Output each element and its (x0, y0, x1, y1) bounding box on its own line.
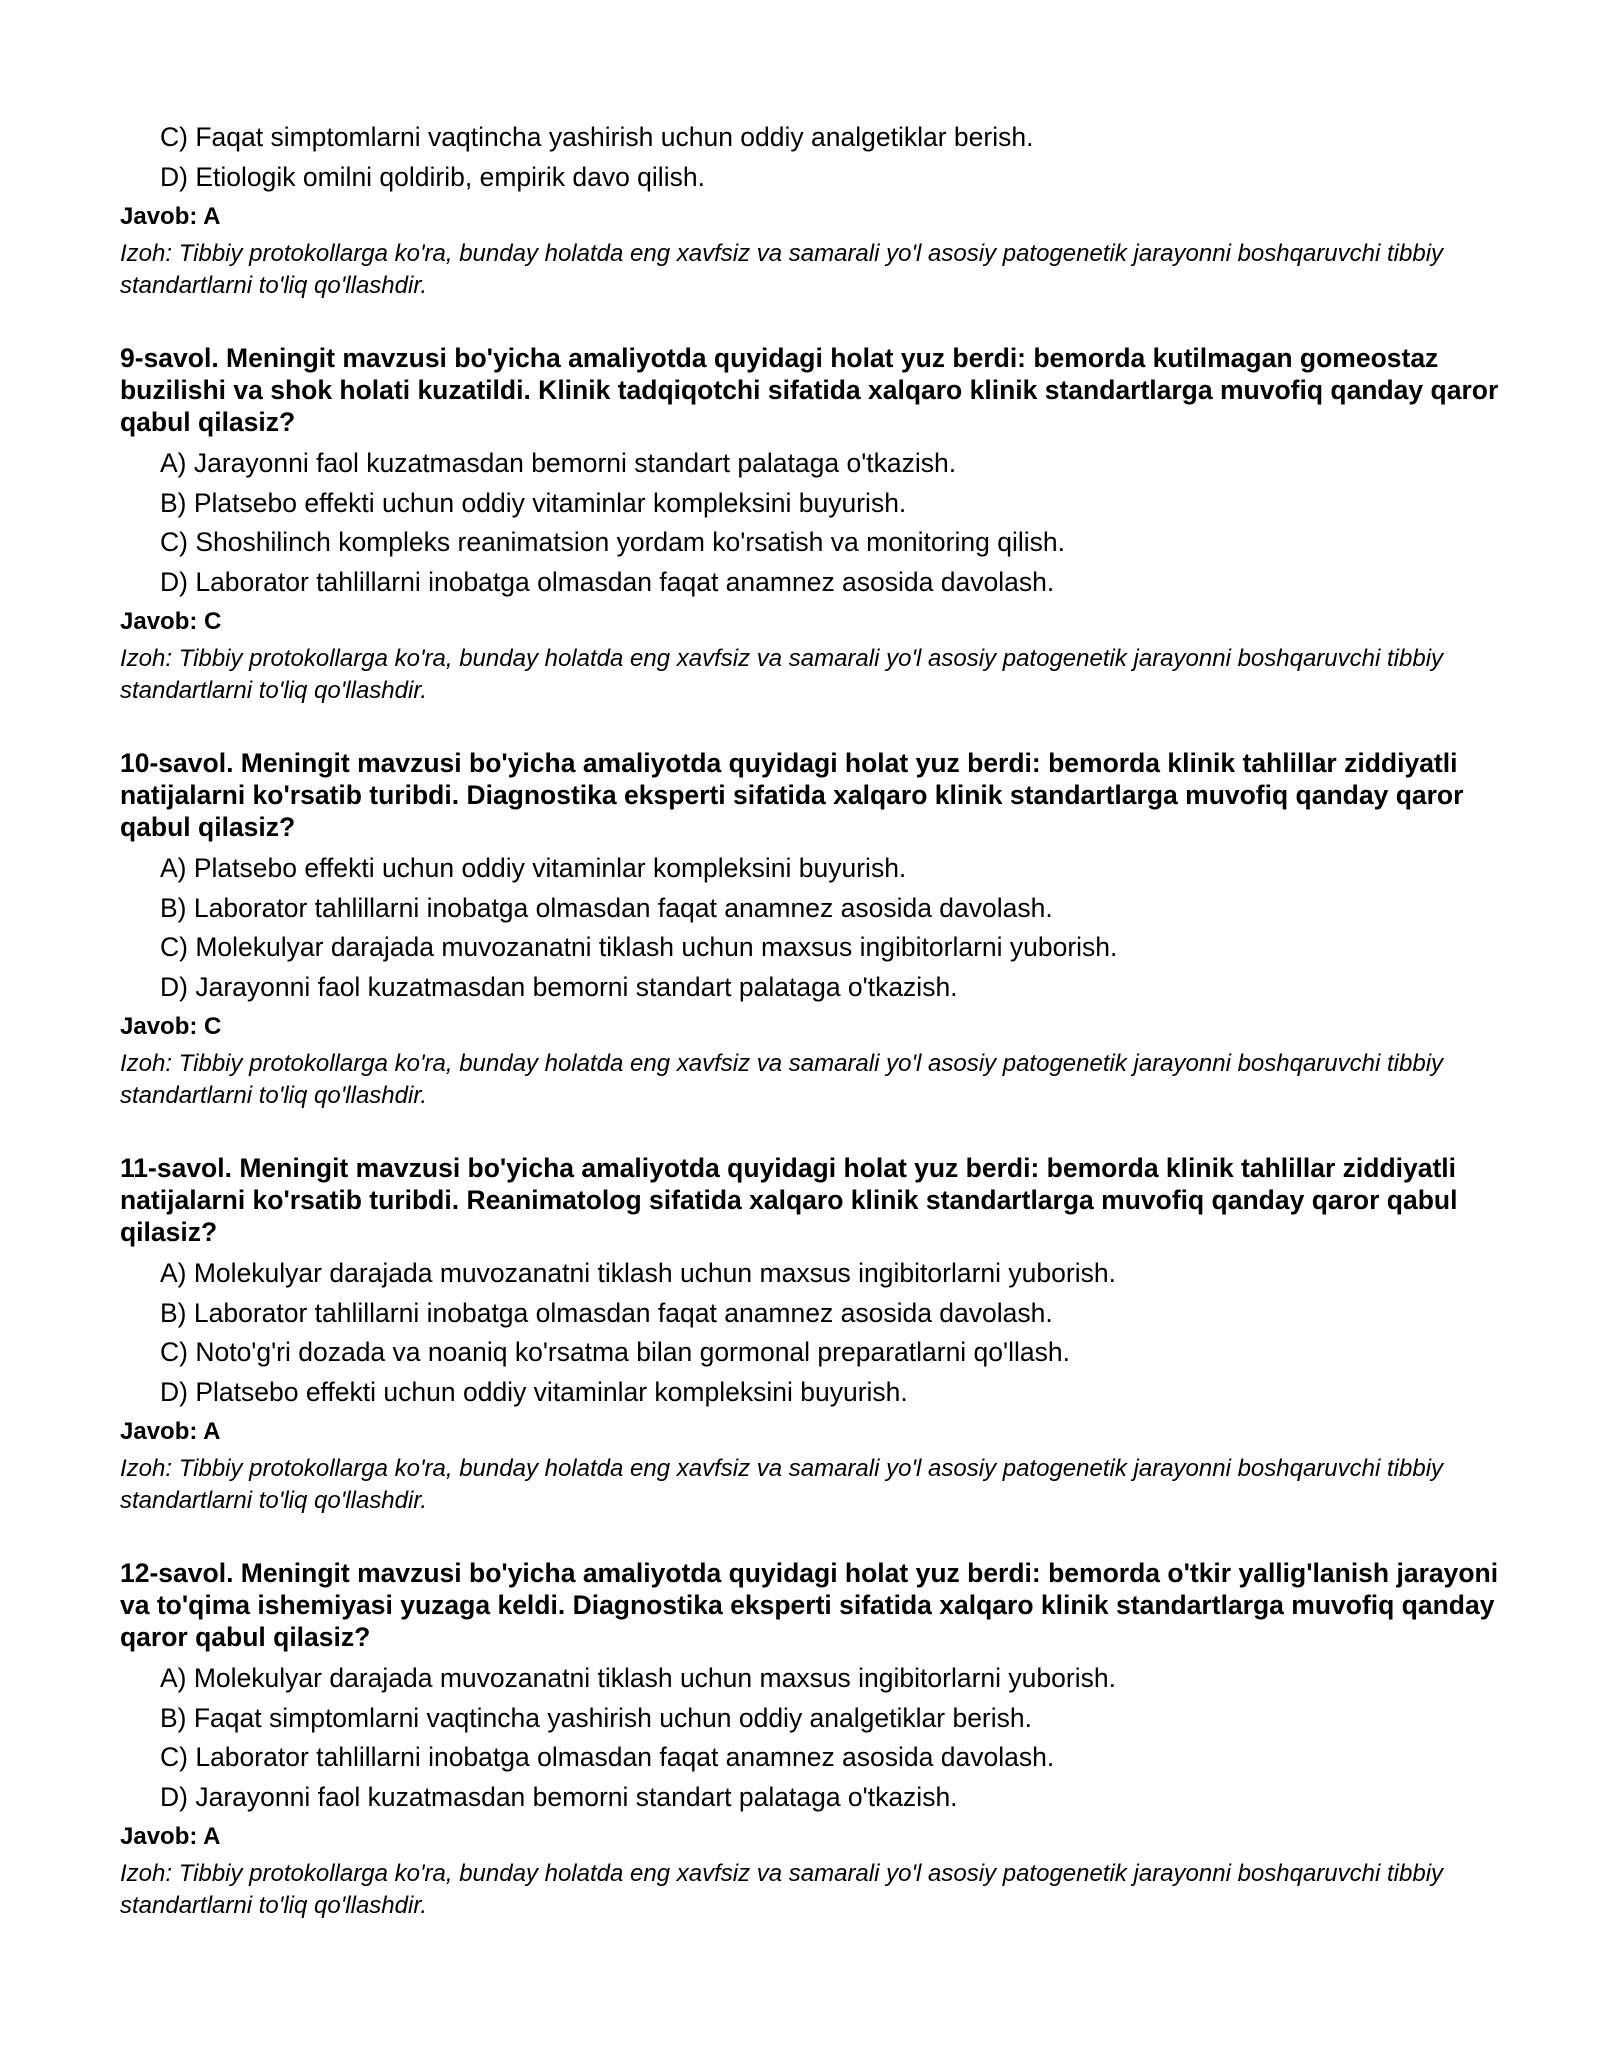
answer-label: Javob: C (120, 1013, 222, 1040)
option-a: A) Molekulyar darajada muvozanatni tiklash uchun maxsus ingibitorlarni yuborish. (160, 1258, 1116, 1288)
partial-question-block (120, 118, 1500, 302)
question-block-12 (120, 1557, 1500, 1922)
question-block-11 (120, 1152, 1500, 1517)
option-a: A) Platsebo effekti uchun oddiy vitaminlar kompleksini buyurish. (160, 853, 907, 883)
explanation-text: Izoh: Tibbiy protokollarga ko'ra, bunday holatda eng xavfsiz va samarali yo'l asosiy patogenetik jarayonni boshqaruvchi tibbiy standartlarni to'liq qo'llashdir. (120, 1860, 1444, 1919)
options-list (120, 1659, 1500, 1817)
answer-label: Javob: A (120, 1823, 221, 1850)
question-block-10 (120, 747, 1500, 1112)
option-d: D) Platsebo effekti uchun oddiy vitaminlar kompleksini buyurish. (160, 1376, 908, 1407)
explanation-text: Izoh: Tibbiy protokollarga ko'ra, bunday holatda eng xavfsiz va samarali yo'l asosiy patogenetik jarayonni boshqaruvchi tibbiy standartlarni to'liq qo'llashdir. (120, 1455, 1444, 1514)
document-page (120, 118, 1500, 1922)
question-block-9 (120, 342, 1500, 707)
explanation-text: Izoh: Tibbiy protokollarga ko'ra, bunday holatda eng xavfsiz va samarali yo'l asosiy patogenetik jarayonni boshqaruvchi tibbiy standartlarni to'liq qo'llashdir. (120, 1050, 1444, 1109)
option-d: D) Etiologik omilni qoldirib, empirik davo qilish. (160, 161, 705, 192)
explanation-text: Izoh: Tibbiy protokollarga ko'ra, bunday holatda eng xavfsiz va samarali yo'l asosiy patogenetik jarayonni boshqaruvchi tibbiy standartlarni to'liq qo'llashdir. (120, 240, 1444, 299)
options-list (120, 849, 1500, 1007)
option-c: C) Shoshilinch kompleks reanimatsion yordam ko'rsatish va monitoring qilish. (160, 527, 1065, 557)
question-text: 10-savol. Meningit mavzusi bo'yicha amaliyotda quyidagi holat yuz berdi: bemorda klinik tahlillar ziddiyatli natijalarni ko'rsatib turibdi. Diagnostika eksperti sifatida xalqaro klinik standartlarga muvofiq qanday qaror qabul qilasiz? (120, 748, 1464, 842)
option-b: B) Faqat simptomlarni vaqtincha yashirish uchun oddiy analgetiklar berish. (160, 1702, 1032, 1733)
options-list (120, 444, 1500, 602)
option-c: C) Noto'g'ri dozada va noaniq ko'rsatma bilan gormonal preparatlarni qo'llash. (160, 1337, 1070, 1367)
option-a: A) Molekulyar darajada muvozanatni tiklash uchun maxsus ingibitorlarni yuborish. (160, 1663, 1116, 1693)
option-c: C) Laborator tahlillarni inobatga olmasdan faqat anamnez asosida davolash. (160, 1742, 1055, 1772)
option-b: B) Platsebo effekti uchun oddiy vitaminlar kompleksini buyurish. (160, 487, 907, 518)
question-text: 11-savol. Meningit mavzusi bo'yicha amaliyotda quyidagi holat yuz berdi: bemorda klinik tahlillar ziddiyatli natijalarni ko'rsatib turibdi. Reanimatolog sifatida xalqaro klinik standartlarga muvofiq qanday qaror qabul qilasiz? (120, 1153, 1458, 1247)
answer-label: Javob: A (120, 203, 221, 230)
explanation-text: Izoh: Tibbiy protokollarga ko'ra, bunday holatda eng xavfsiz va samarali yo'l asosiy patogenetik jarayonni boshqaruvchi tibbiy standartlarni to'liq qo'llashdir. (120, 645, 1444, 704)
answer-label: Javob: A (120, 1418, 221, 1445)
option-c: C) Faqat simptomlarni vaqtincha yashirish uchun oddiy analgetiklar berish. (160, 122, 1034, 152)
option-b: B) Laborator tahlillarni inobatga olmasdan faqat anamnez asosida davolash. (160, 1297, 1053, 1328)
option-a: A) Jarayonni faol kuzatmasdan bemorni standart palataga o'tkazish. (160, 448, 957, 478)
question-text: 12-savol. Meningit mavzusi bo'yicha amaliyotda quyidagi holat yuz berdi: bemorda o'tkir yallig'lanish jarayoni va to'qima ishemiyasi yuzaga keldi. Diagnostika eksperti sifatida xalqaro klinik standartlarga muvofiq qanday qaror qabul qilasiz? (120, 1558, 1499, 1652)
option-d: D) Laborator tahlillarni inobatga olmasdan faqat anamnez asosida davolash. (160, 566, 1055, 597)
options-list (120, 1254, 1500, 1412)
question-text: 9-savol. Meningit mavzusi bo'yicha amaliyotda quyidagi holat yuz berdi: bemorda kutilmagan gomeostaz buzilishi va shok holati kuzatildi. Klinik tadqiqotchi sifatida xalqaro klinik standartlarga muvofiq qanday qaror qabul qilasiz? (120, 343, 1499, 437)
options-list (120, 118, 1500, 197)
option-d: D) Jarayonni faol kuzatmasdan bemorni standart palataga o'tkazish. (160, 1781, 958, 1812)
option-b: B) Laborator tahlillarni inobatga olmasdan faqat anamnez asosida davolash. (160, 892, 1053, 923)
option-c: C) Molekulyar darajada muvozanatni tiklash uchun maxsus ingibitorlarni yuborish. (160, 932, 1118, 962)
option-d: D) Jarayonni faol kuzatmasdan bemorni standart palataga o'tkazish. (160, 971, 958, 1002)
answer-label: Javob: C (120, 608, 222, 635)
